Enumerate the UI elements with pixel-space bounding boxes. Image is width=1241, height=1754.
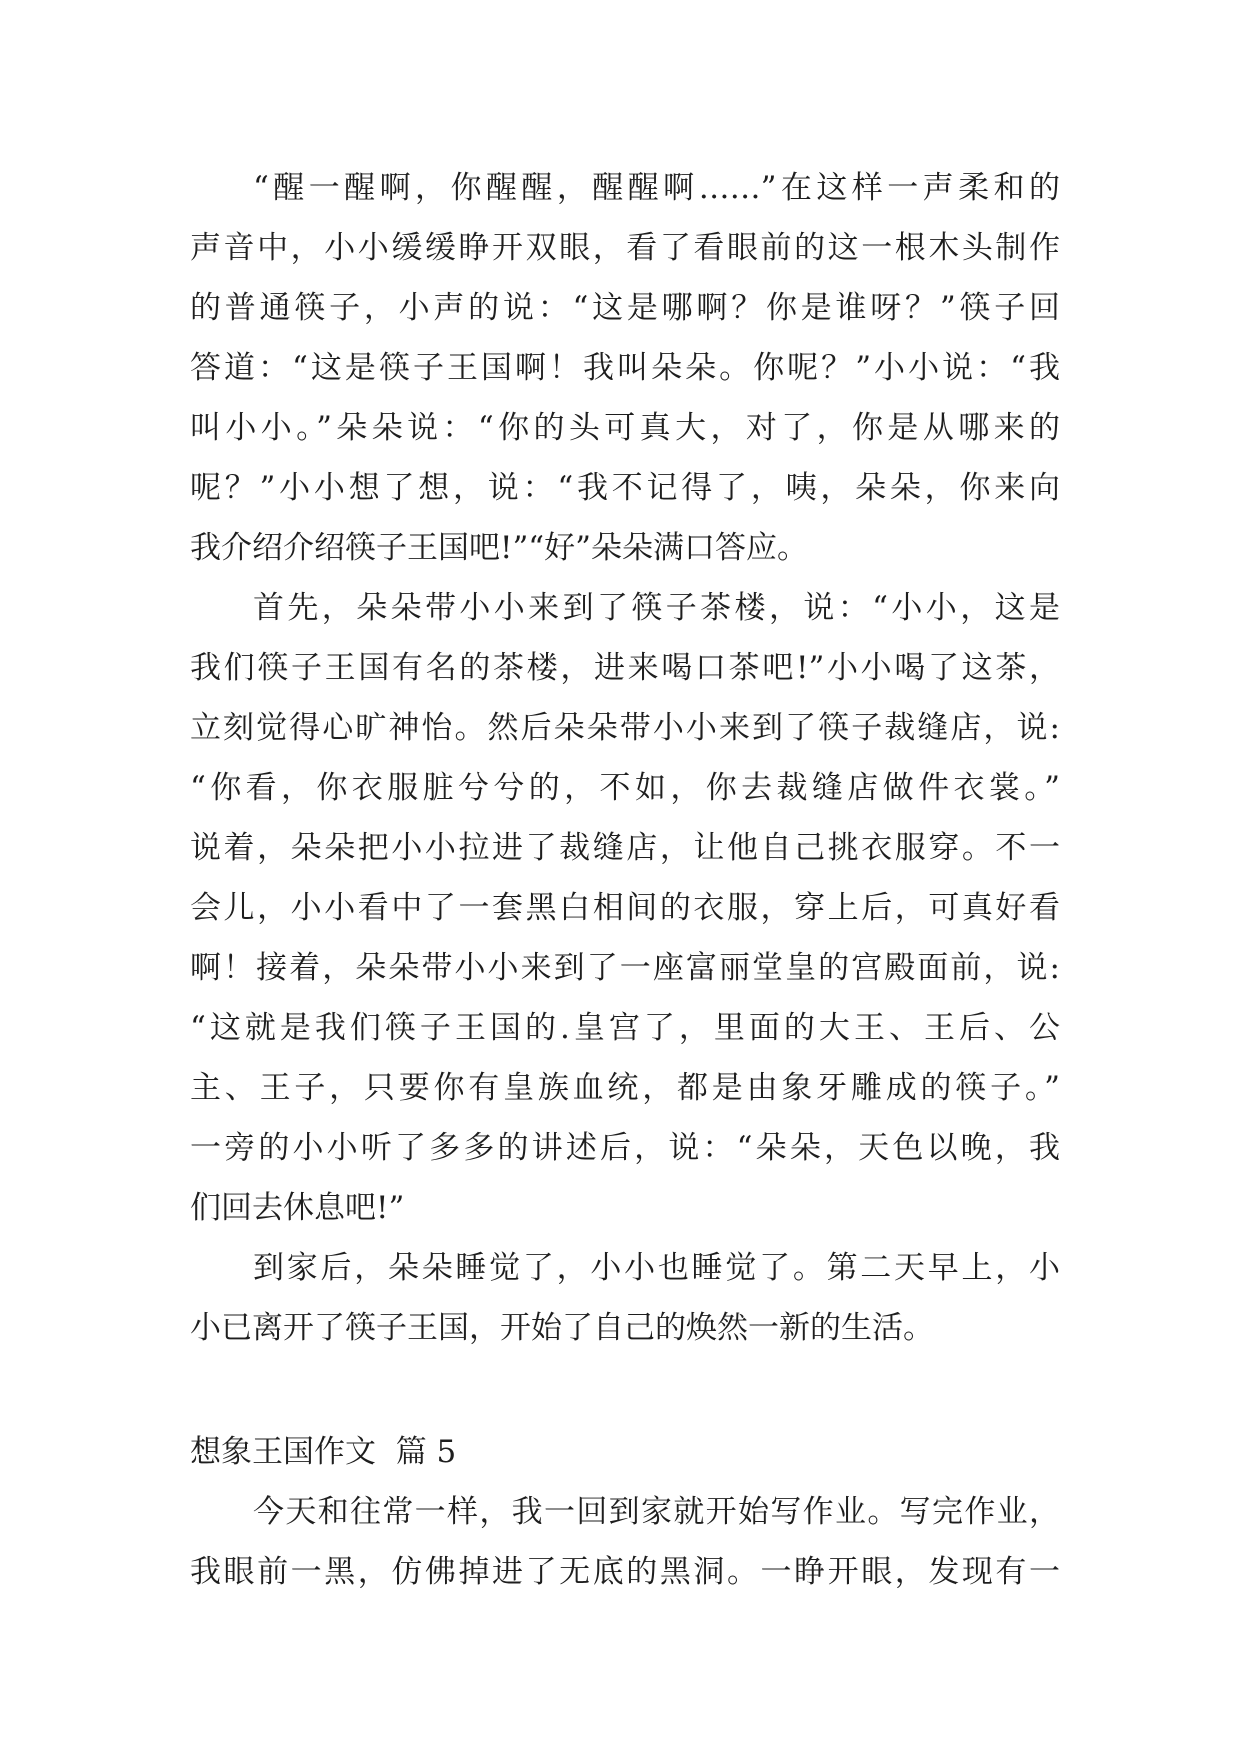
text-line: 今天和往常一样，我一回到家就开始写作业。写完作业， — [253, 1494, 1060, 1530]
text-line: “醒一醒啊，你醒醒，醒醒啊……”在这样一声柔和的 — [253, 170, 1060, 206]
text-line: 我眼前一黑，仿佛掉进了无底的黑洞。一睁开眼，发现有一 — [190, 1554, 1060, 1590]
text-line: 们回去休息吧!” — [190, 1190, 405, 1226]
text-line: 的普通筷子，小声的说：“这是哪啊？你是谁呀？”筷子回 — [190, 290, 1060, 326]
text-line: 主、王子，只要你有皇族血统，都是由象牙雕成的筷子。” — [190, 1070, 1060, 1106]
text-line: 呢？”小小想了想，说：“我不记得了，咦，朵朵，你来向 — [190, 470, 1060, 506]
text-line: 声音中，小小缓缓睁开双眼，看了看眼前的这一根木头制作 — [190, 230, 1060, 266]
text-line: “这就是我们筷子王国的.皇宫了，里面的大王、王后、公 — [190, 1010, 1060, 1046]
section-gap — [190, 1358, 1060, 1422]
text-line: 会儿，小小看中了一套黑白相间的衣服，穿上后，可真好看 — [190, 890, 1060, 926]
paragraph-1 — [190, 158, 1060, 578]
text-line: “你看，你衣服脏兮兮的，不如，你去裁缝店做件衣裳。” — [190, 770, 1060, 806]
text-line: 答道：“这是筷子王国啊！我叫朵朵。你呢？”小小说：“我 — [190, 350, 1060, 386]
text-line: 说着，朵朵把小小拉进了裁缝店，让他自己挑衣服穿。不一 — [190, 830, 1060, 866]
text-line: 叫小小。”朵朵说：“你的头可真大，对了，你是从哪来的 — [190, 410, 1060, 446]
text-line: 到家后，朵朵睡觉了，小小也睡觉了。第二天早上，小 — [253, 1250, 1060, 1286]
article-body — [190, 158, 1060, 1602]
text-line: 啊！接着，朵朵带小小来到了一座富丽堂皇的宫殿面前，说: — [190, 950, 1060, 986]
text-line: 我们筷子王国有名的茶楼，进来喝口茶吧!”小小喝了这茶， — [190, 650, 1060, 686]
text-line: 首先，朵朵带小小来到了筷子茶楼，说：“小小，这是 — [253, 590, 1060, 626]
section-heading: 想象王国作文 篇 5 — [190, 1434, 457, 1470]
paragraph-2 — [190, 578, 1060, 1238]
text-line: 小已离开了筷子王国，开始了自己的焕然一新的生活。 — [190, 1310, 934, 1346]
text-line: 立刻觉得心旷神怡。然后朵朵带小小来到了筷子裁缝店，说: — [190, 710, 1060, 746]
text-line: 一旁的小小听了多多的讲述后，说：“朵朵，天色以晚，我 — [190, 1130, 1060, 1166]
text-line: 我介绍介绍筷子王国吧!”“好”朵朵满口答应。 — [190, 530, 809, 566]
paragraph-3 — [190, 1238, 1060, 1358]
section-paragraph — [190, 1482, 1060, 1602]
